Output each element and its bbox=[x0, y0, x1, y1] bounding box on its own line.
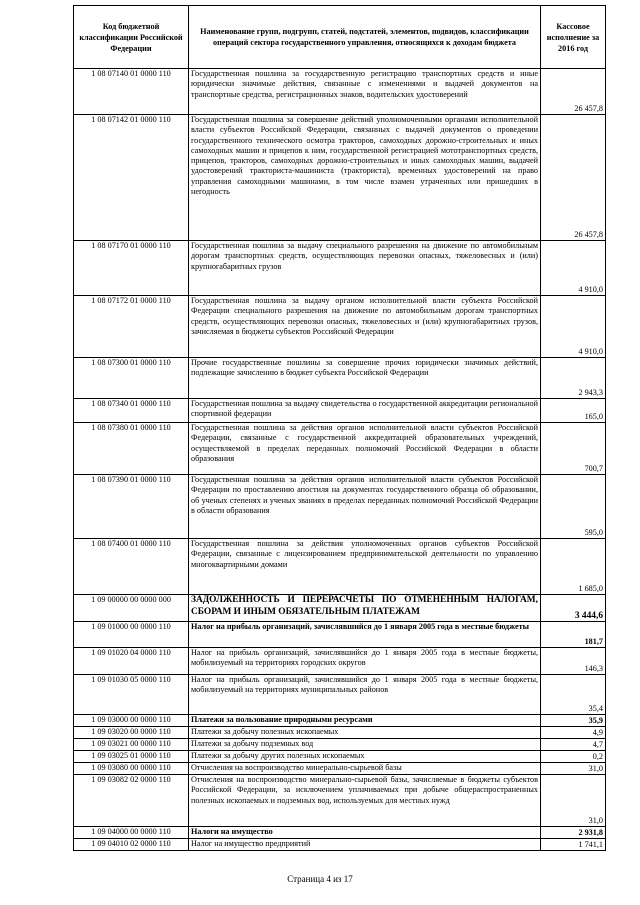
row-code: 1 08 07172 01 0000 110 bbox=[74, 296, 189, 358]
row-value: 1 741,1 bbox=[541, 839, 606, 851]
table-row bbox=[74, 675, 606, 715]
row-name: Отчисления на воспроизводство минерально-сырьевой базы, зачисляемые в бюджеты субъектов Российской Федерации, за исключением уплачиваемых при добыче общераспространенных полезных ископаемых и подземных вод, используемых для местных нужд bbox=[189, 775, 541, 827]
row-code: 1 09 03082 02 0000 110 bbox=[74, 775, 189, 827]
table-row bbox=[74, 763, 606, 775]
row-name: Налог на прибыль организаций, зачислявшийся до 1 января 2005 года в местные бюджеты, мобилизуемый на территориях городских округов bbox=[189, 648, 541, 675]
table-row bbox=[74, 648, 606, 675]
row-name: Государственная пошлина за выдачу специального разрешения на движение по автомобильным дорогам транспортных средств, осуществляющих перевозки опасных, тяжеловесных и (или) крупногабаритных грузов bbox=[189, 241, 541, 296]
row-value: 4 910,0 bbox=[541, 296, 606, 358]
row-value: 700,7 bbox=[541, 423, 606, 475]
row-name: Государственная пошлина за выдачу свидетельства о государственной аккредитации региональной спортивной федерации bbox=[189, 399, 541, 423]
table-row bbox=[74, 539, 606, 595]
row-name: Налоги на имущество bbox=[189, 827, 541, 839]
row-name: Платежи за добычу подземных вод bbox=[189, 739, 541, 751]
row-name: Государственная пошлина за совершение действий уполномоченными органами исполнительной власти субъектов Российской Федерации, связанных с выдачей документов о проведении государственного технического осмотра тракторов, самоходных дорожно-строительных и иных самоходных машин и прицепов к ним, государственной регистрацией мототранспортных средств, прицепов, тракторов, самоходных дорожно-строительных и иных самоходных машин, выдачей удостоверений тракториста-машиниста (тракториста), временных удостоверений на право управления самоходными машинами, в том числе взамен утраченных или пришедших в негодность bbox=[189, 115, 541, 241]
table-row bbox=[74, 727, 606, 739]
row-name: Налог на имущество предприятий bbox=[189, 839, 541, 851]
row-value: 3 444,6 bbox=[541, 595, 606, 622]
row-value: 4,9 bbox=[541, 727, 606, 739]
document-page bbox=[73, 5, 605, 851]
row-code: 1 09 01020 04 0000 110 bbox=[74, 648, 189, 675]
row-code: 1 09 01030 05 0000 110 bbox=[74, 675, 189, 715]
row-value: 595,0 bbox=[541, 475, 606, 539]
row-code: 1 08 07380 01 0000 110 bbox=[74, 423, 189, 475]
row-code: 1 08 07340 01 0000 110 bbox=[74, 399, 189, 423]
row-value: 26 457,8 bbox=[541, 115, 606, 241]
table-row bbox=[74, 827, 606, 839]
header-name: Наименование групп, подгрупп, статей, подстатей, элементов, подвидов, классификации операций сектора государственного управления, относящихся к доходам бюджета bbox=[189, 6, 541, 69]
table-row bbox=[74, 296, 606, 358]
row-code: 1 09 03000 00 0000 110 bbox=[74, 715, 189, 727]
row-value: 26 457,8 bbox=[541, 69, 606, 115]
row-value: 181,7 bbox=[541, 622, 606, 648]
table-row bbox=[74, 423, 606, 475]
row-name: Государственная пошлина за действия органов исполнительной власти субъектов Российской Федерации по проставлению апостиля на документах государственного образца об образовании, об ученых степенях и ученых званиях в пределах переданных полномочий Российской Федерации в области образования bbox=[189, 475, 541, 539]
header-value: Кассовое исполнение за 2016 год bbox=[541, 6, 606, 69]
row-name: Государственная пошлина за действия уполномоченных органов субъектов Российской Федерации, связанные с лицензированием предпринимательской деятельности по управлению многоквартирными домами bbox=[189, 539, 541, 595]
table-row bbox=[74, 622, 606, 648]
row-value: 31,0 bbox=[541, 775, 606, 827]
table-row bbox=[74, 715, 606, 727]
row-code: 1 08 07142 01 0000 110 bbox=[74, 115, 189, 241]
table-row bbox=[74, 595, 606, 622]
row-value: 35,9 bbox=[541, 715, 606, 727]
row-code: 1 09 03025 01 0000 110 bbox=[74, 751, 189, 763]
row-name: Прочие государственные пошлины за совершение прочих юридически значимых действий, подлежащие зачислению в бюджет субъекта Российской Федерации bbox=[189, 358, 541, 399]
row-code: 1 09 03021 00 0000 110 bbox=[74, 739, 189, 751]
row-code: 1 08 07170 01 0000 110 bbox=[74, 241, 189, 296]
row-code: 1 09 00000 00 0000 000 bbox=[74, 595, 189, 622]
row-value: 4 910,0 bbox=[541, 241, 606, 296]
row-code: 1 09 03020 00 0000 110 bbox=[74, 727, 189, 739]
row-value: 2 943,3 bbox=[541, 358, 606, 399]
row-name: Платежи за пользование природными ресурсами bbox=[189, 715, 541, 727]
table-row bbox=[74, 775, 606, 827]
row-code: 1 08 07140 01 0000 110 bbox=[74, 69, 189, 115]
row-code: 1 09 04010 02 0000 110 bbox=[74, 839, 189, 851]
table-row bbox=[74, 358, 606, 399]
header-code: Код бюджетной классификации Российской Федерации bbox=[74, 6, 189, 69]
row-value: 35,4 bbox=[541, 675, 606, 715]
table-row bbox=[74, 399, 606, 423]
table-row bbox=[74, 241, 606, 296]
row-name: Налог на прибыль организаций, зачислявшийся до 1 января 2005 года в местные бюджеты, мобилизуемый на территориях муниципальных районов bbox=[189, 675, 541, 715]
table-row bbox=[74, 751, 606, 763]
row-name: Платежи за добычу полезных ископаемых bbox=[189, 727, 541, 739]
row-name: Государственная пошлина за государственную регистрацию транспортных средств и иные юридически значимые действия, связанные с изменениями и выдачей документов на транспортные средства, регистрационных знаков, водительских удостоверений bbox=[189, 69, 541, 115]
row-name: Платежи за добычу других полезных ископаемых bbox=[189, 751, 541, 763]
row-value: 4,7 bbox=[541, 739, 606, 751]
table-row bbox=[74, 69, 606, 115]
row-name: Государственная пошлина за действия органов исполнительной власти субъектов Российской Федерации, связанные с государственной аккредитацией образовательных учреждений, осуществляемой в пределах переданных полномочий Российской Федерации в области образования bbox=[189, 423, 541, 475]
row-code: 1 09 03080 00 0000 110 bbox=[74, 763, 189, 775]
row-value: 0,2 bbox=[541, 751, 606, 763]
row-value: 165,0 bbox=[541, 399, 606, 423]
table-row bbox=[74, 839, 606, 851]
row-name: Отчисления на воспроизводство минерально-сырьевой базы bbox=[189, 763, 541, 775]
row-code: 1 08 07390 01 0000 110 bbox=[74, 475, 189, 539]
table-row bbox=[74, 115, 606, 241]
page-number: Страница 4 из 17 bbox=[287, 874, 353, 884]
table-row bbox=[74, 739, 606, 751]
table-row bbox=[74, 475, 606, 539]
row-value: 1 685,0 bbox=[541, 539, 606, 595]
budget-table bbox=[73, 5, 606, 851]
row-code: 1 09 01000 00 0000 110 bbox=[74, 622, 189, 648]
row-value: 31,0 bbox=[541, 763, 606, 775]
row-code: 1 08 07400 01 0000 110 bbox=[74, 539, 189, 595]
row-name: Государственная пошлина за выдачу органом исполнительной власти субъекта Российской Федерации специального разрешения на движение по автомобильным дорогам транспортных средств, осуществляющих перевозки опасных, тяжеловесных и (или) крупногабаритных грузов, зачисляемая в бюджеты субъектов Российской Федерации bbox=[189, 296, 541, 358]
table-header bbox=[74, 6, 606, 69]
row-value: 146,3 bbox=[541, 648, 606, 675]
row-name: Налог на прибыль организаций, зачислявшийся до 1 января 2005 года в местные бюджеты bbox=[189, 622, 541, 648]
row-code: 1 09 04000 00 0000 110 bbox=[74, 827, 189, 839]
row-value: 2 931,8 bbox=[541, 827, 606, 839]
row-code: 1 08 07300 01 0000 110 bbox=[74, 358, 189, 399]
row-name: ЗАДОЛЖЕННОСТЬ И ПЕРЕРАСЧЕТЫ ПО ОТМЕНЕННЫМ НАЛОГАМ, СБОРАМ И ИНЫМ ОБЯЗАТЕЛЬНЫМ ПЛАТЕЖАМ bbox=[189, 595, 541, 622]
